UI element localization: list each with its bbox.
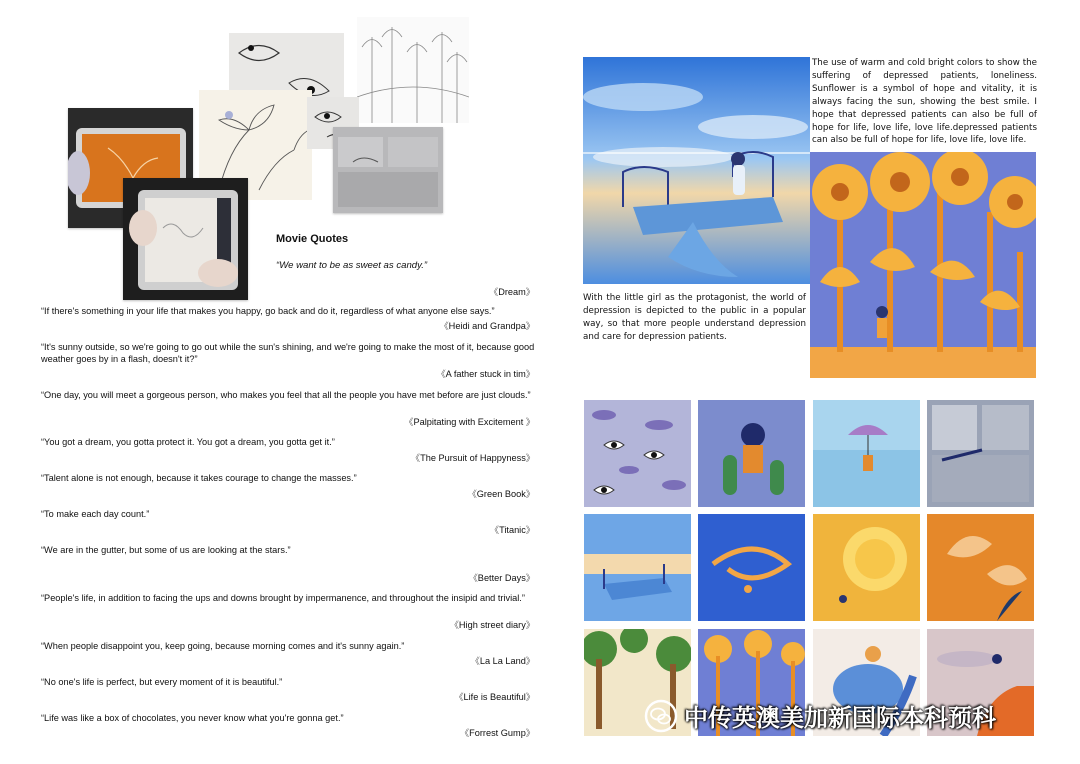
thumb-keyboard — [927, 400, 1034, 507]
thumb-umbrella-sea — [813, 400, 920, 507]
quote-source: 《Life is Beautiful》 — [454, 692, 535, 702]
quote-text: “Life was like a box of chocolates, you never know what you're gonna get.” — [41, 713, 344, 723]
quote-text: “It's sunny outside, so we're going to go out while the sun's shining, and we're going to make the most of it, because good weather goes by in a flash, doesn't it?” — [41, 342, 535, 364]
sketch-forest — [357, 17, 469, 123]
quote-text: “To make each day count.” — [41, 509, 150, 519]
watermark-text: 中传英澳美加新国际本科预科 — [684, 705, 996, 732]
sketch-keyboard — [333, 127, 443, 213]
quote-text: “You got a dream, you gotta protect it. You got a dream, you gotta get it.” — [41, 437, 335, 447]
wechat-icon — [644, 699, 678, 733]
quote-text: “People's life, in addition to facing the ups and downs brought by impermanence, and throughout the insipid and trivial.” — [41, 593, 525, 603]
quotes-title: Movie Quotes — [276, 233, 349, 245]
quote-source: 《Titanic》 — [489, 525, 535, 535]
thumb-eyes-pattern — [584, 400, 691, 507]
quote-source: 《A father stuck in tim》 — [436, 369, 535, 379]
intro-quote-source: 《Dream》 — [489, 287, 535, 297]
quote-source: 《La La Land》 — [470, 656, 535, 666]
thumb-bed-sky — [584, 514, 691, 621]
quote-source: 《The Pursuit of Happyness》 — [410, 453, 535, 463]
quote-source: 《Heidi and Grandpa》 — [439, 321, 535, 331]
thumb-sun — [813, 514, 920, 621]
quote-source: 《Forrest Gump》 — [459, 728, 535, 738]
quote-text: “When people disappoint you, keep going, because morning comes and it's sunny again.” — [41, 641, 405, 651]
illustration-bed-in-sky — [583, 57, 810, 284]
description-colors: The use of warm and cold bright colors to show the suffering of depressed patients, loneliness. Sunflower is a symbol of hope and vitality, it is always facing the sun, showing the best smile. I hope that depressed patients can also be full of hope for life, love life, love life.depressed patients can also be full of hope for life, love life, love life. — [812, 58, 1037, 146]
quote-text: “One day, you will meet a gorgeous person, who makes you feel that all the people you have met before are just clouds.” — [41, 390, 531, 400]
thumb-swirl — [698, 514, 805, 621]
thumb-girl-cactus — [698, 400, 805, 507]
watermark — [644, 698, 996, 733]
intro-quote: “We want to be as sweet as candy.” — [276, 260, 428, 271]
quote-source: 《High street diary》 — [449, 620, 535, 630]
thumb-lily-orange — [927, 514, 1034, 621]
illustration-sunflowers — [810, 152, 1036, 378]
description-protagonist: With the little girl as the protagonist, the world of depression is depicted to the public in a popular way, so that more people understand depression and care for depression patients. — [583, 293, 806, 342]
quote-source: 《Palpitating with Excitement 》 — [404, 417, 535, 427]
quote-text: “No one's life is perfect, but every moment of it is beautiful.” — [41, 677, 283, 687]
quote-text: “We are in the gutter, but some of us are looking at the stars.” — [41, 545, 291, 555]
quote-text: “If there's something in your life that makes you happy, go back and do it, regardless of what anyone else says.” — [41, 306, 495, 316]
photo-tablet-sketching — [123, 178, 248, 300]
quote-text: “Talent alone is not enough, because it takes courage to change the masses.” — [41, 473, 357, 483]
quote-source: 《Better Days》 — [468, 573, 535, 583]
quote-source: 《Green Book》 — [467, 489, 535, 499]
